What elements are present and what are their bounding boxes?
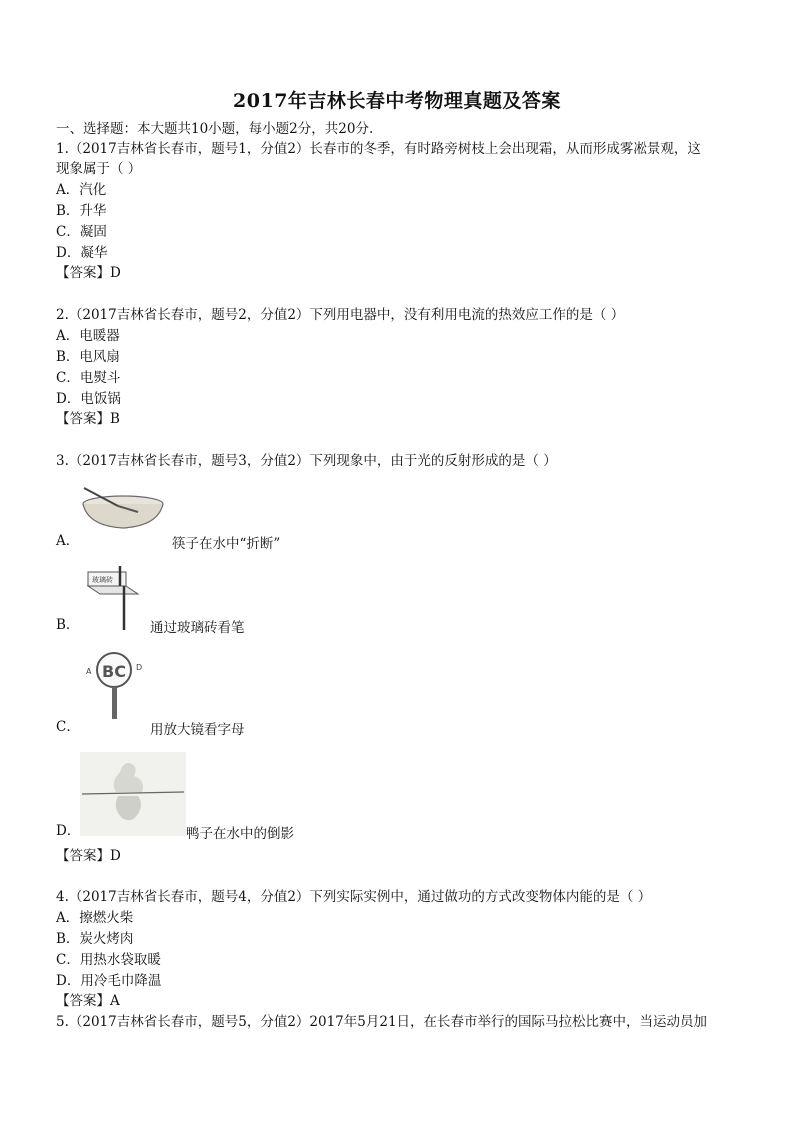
question-2-answer: 【答案】B [56,411,120,427]
question-1-option-b: B．升华 [56,203,107,219]
question-2-option-c: C．电熨斗 [56,370,121,386]
magnifier-image [84,648,148,722]
question-3-option-c-caption: 用放大镜看字母 [150,722,245,738]
question-2-option-d: D．电饭锅 [56,391,121,407]
svg-text:D: D [136,663,143,672]
question-4-answer: 【答案】A [56,993,120,1009]
question-4-option-c: C．用热水袋取暖 [56,952,161,968]
question-2-option-a: A．电暖器 [56,328,120,344]
question-4-option-a: A．擦燃火柴 [56,910,134,926]
page-title: 2017年吉林长春中考物理真题及答案 [233,90,561,112]
question-3-option-c-label: C． [56,719,80,735]
duck-reflection-image [80,752,186,836]
question-3-option-b-caption: 通过玻璃砖看笔 [150,620,245,636]
magnifier-letters: BC [102,662,126,681]
question-1-text: 1.（2017吉林省长春市，题号1，分值2）长春市的冬季，有时路旁树枝上会出现霜，从而形成雾凇景观，这 [56,141,701,157]
question-1-option-d: D．凝华 [56,245,108,261]
section-heading: 一、选择题：本大题共10小题，每小题2分，共20分. [56,121,374,137]
question-3-option-d-caption: 鸭子在水中的倒影 [186,826,294,842]
question-4-option-d: D．用冷毛巾降温 [56,973,162,989]
question-2-option-b: B．电风扇 [56,349,120,365]
question-3-answer: 【答案】D [56,848,121,864]
question-1-text-cont: 现象属于（ ） [56,161,142,177]
question-1-option-c: C．凝固 [56,224,107,240]
question-1-option-a: A．汽化 [56,182,107,198]
chopstick-bowl-image [78,482,168,534]
question-3-option-d-label: D． [56,823,81,839]
svg-text:A: A [86,667,92,676]
question-5-text: 5.（2017吉林省长春市，题号5，分值2）2017年5月21日，在长春市举行的国际马拉松比赛中，当运动员加 [56,1014,708,1030]
question-3-option-b-label: B． [56,617,80,633]
question-2-text: 2.（2017吉林省长春市，题号2，分值2）下列用电器中，没有利用电流的热效应工作的是（ ） [56,307,625,323]
glass-block-pen-image [86,566,146,632]
question-3-option-a-label: A． [56,533,80,549]
question-4-text: 4.（2017吉林省长春市，题号4，分值2）下列实际实例中，通过做功的方式改变物体内能的是（ ） [56,889,652,905]
question-3-text: 3.（2017吉林省长春市，题号3，分值2）下列现象中，由于光的反射形成的是（ ） [56,453,557,469]
question-3-option-a-caption: 筷子在水中“折断” [172,536,281,552]
question-4-option-b: B．炭火烤肉 [56,931,134,947]
glass-block-label: 玻璃砖 [92,576,113,584]
question-1-answer: 【答案】D [56,265,121,281]
